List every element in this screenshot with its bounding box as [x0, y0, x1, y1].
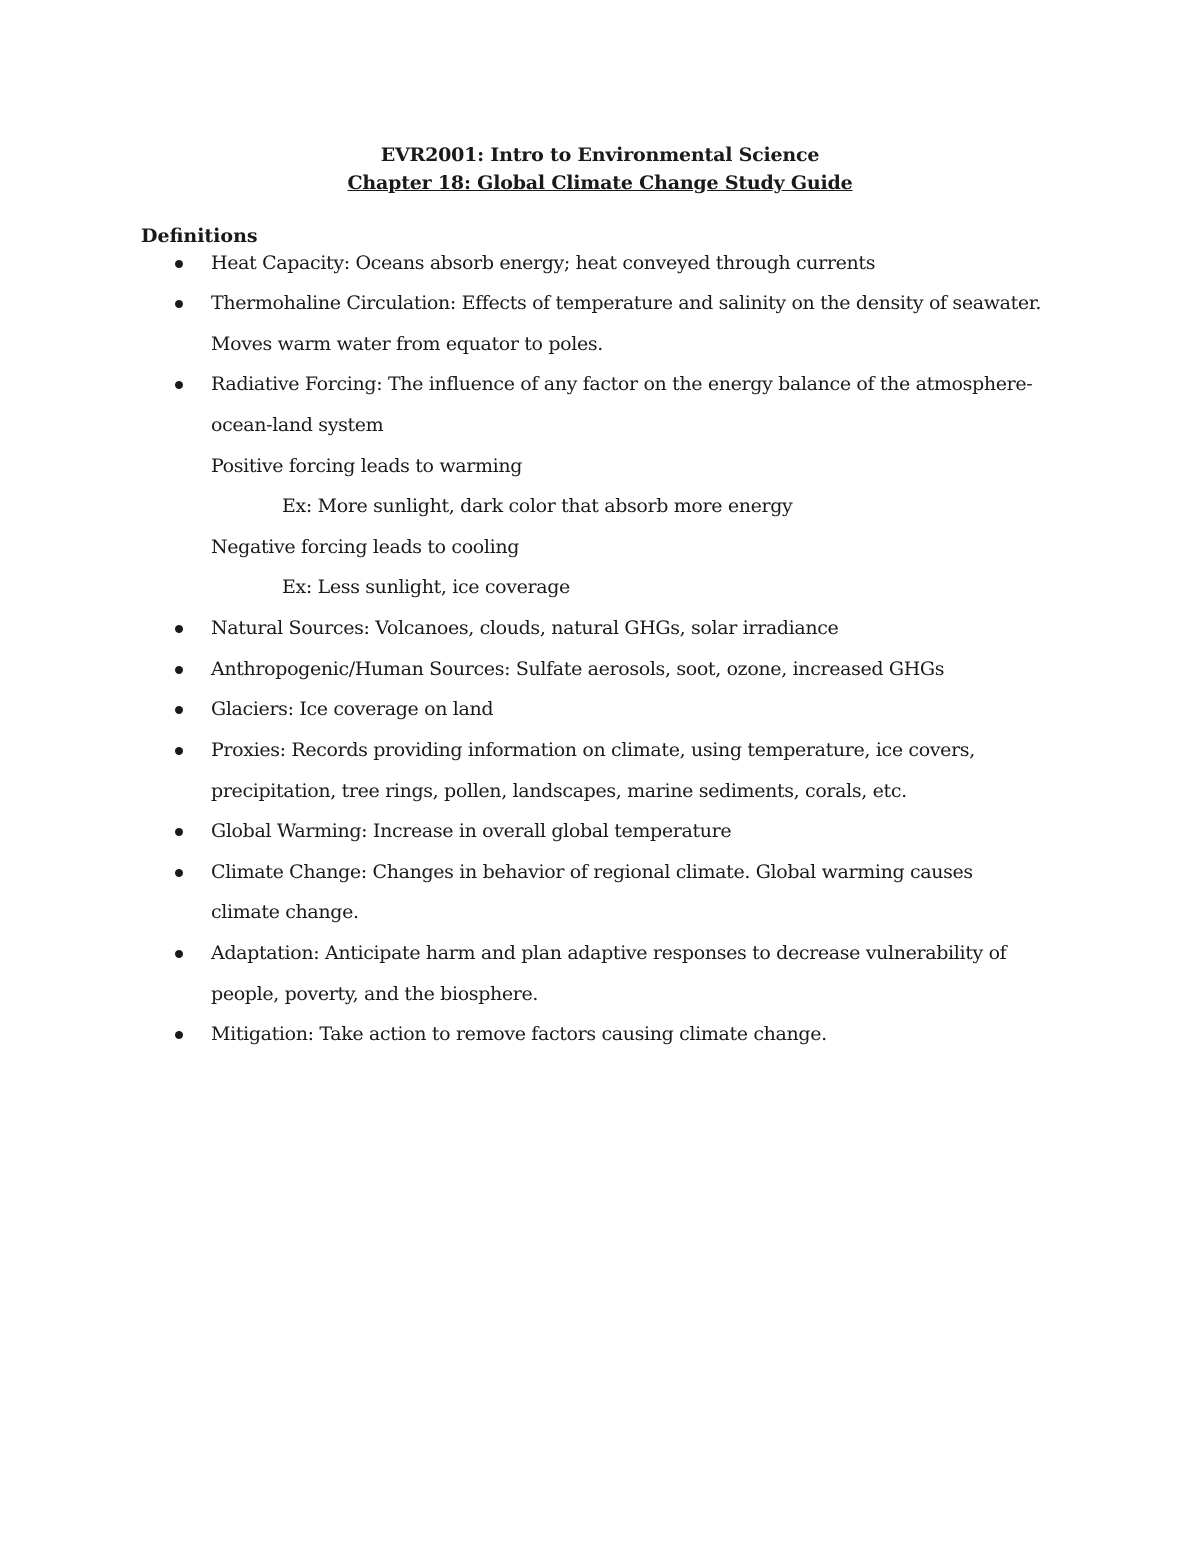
- bullet-icon: [175, 1031, 183, 1039]
- definition-continuation: ocean-land system: [211, 414, 384, 436]
- section-heading-definitions: Definitions: [141, 225, 258, 247]
- example-line: Ex: More sunlight, dark color that absorb more energy: [282, 495, 793, 517]
- definition-line: Radiative Forcing: The influence of any factor on the energy balance of the atmosphere-: [211, 373, 1033, 395]
- definition-line: Glaciers: Ice coverage on land: [211, 698, 494, 720]
- definition-line: Thermohaline Circulation: Effects of temperature and salinity on the density of seawater.: [211, 292, 1042, 314]
- bullet-icon: [175, 381, 183, 389]
- definition-line: Natural Sources: Volcanoes, clouds, natural GHGs, solar irradiance: [211, 617, 839, 639]
- definition-line: Anthropogenic/Human Sources: Sulfate aerosols, soot, ozone, increased GHGs: [211, 658, 945, 680]
- definition-line: Adaptation: Anticipate harm and plan adaptive responses to decrease vulnerability of: [211, 942, 1007, 964]
- bullet-icon: [175, 706, 183, 714]
- bullet-icon: [175, 260, 183, 268]
- document-subtitle: Chapter 18: Global Climate Change Study Guide: [347, 172, 853, 194]
- bullet-icon: [175, 950, 183, 958]
- bullet-icon: [175, 300, 183, 308]
- bullet-icon: [175, 828, 183, 836]
- document-title: EVR2001: Intro to Environmental Science: [380, 144, 820, 166]
- bullet-icon: [175, 625, 183, 633]
- bullet-icon: [175, 666, 183, 674]
- definition-continuation: Moves warm water from equator to poles.: [211, 333, 603, 355]
- definition-line: Global Warming: Increase in overall global temperature: [211, 820, 732, 842]
- definition-continuation: people, poverty, and the biosphere.: [211, 983, 539, 1005]
- bullet-icon: [175, 869, 183, 877]
- definition-line: Mitigation: Take action to remove factors causing climate change.: [211, 1023, 827, 1045]
- sub-line: Negative forcing leads to cooling: [211, 536, 520, 558]
- definition-line: Proxies: Records providing information on climate, using temperature, ice covers,: [211, 739, 975, 761]
- example-line: Ex: Less sunlight, ice coverage: [282, 576, 570, 598]
- sub-line: Positive forcing leads to warming: [211, 455, 523, 477]
- definition-continuation: climate change.: [211, 901, 359, 923]
- bullet-icon: [175, 747, 183, 755]
- definition-continuation: precipitation, tree rings, pollen, landscapes, marine sediments, corals, etc.: [211, 780, 907, 802]
- definition-line: Heat Capacity: Oceans absorb energy; heat conveyed through currents: [211, 252, 876, 274]
- definition-line: Climate Change: Changes in behavior of regional climate. Global warming causes: [211, 861, 973, 883]
